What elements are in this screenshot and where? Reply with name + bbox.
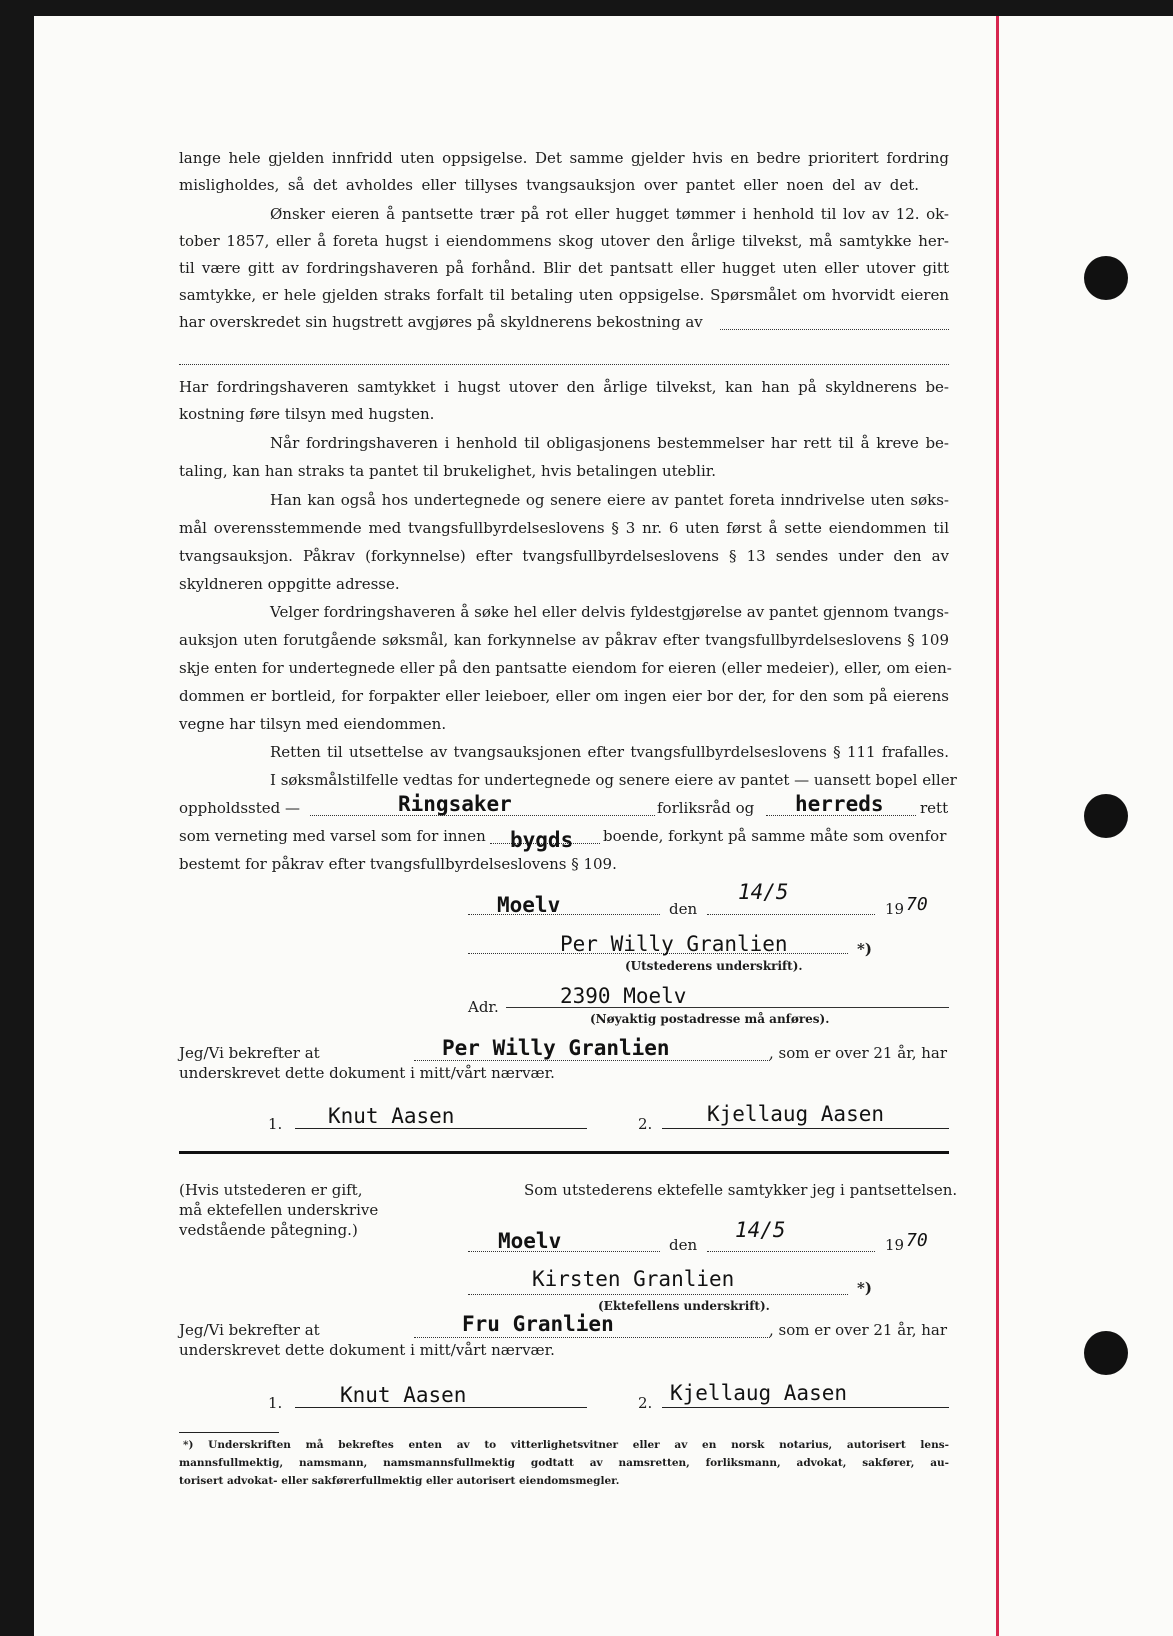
footnote-line: torisert advokat- eller sakførerfullmektig eller autorisert eiendomsmegler. bbox=[179, 1475, 620, 1487]
spouse-note: (Hvis utstederen er gift, bbox=[179, 1181, 363, 1199]
year-prefix: 19 bbox=[885, 900, 905, 918]
footnote-line: mannsfullmektig, namsmann, namsmannsfullmektig godtatt av namsretten, forliksmann, advokat, sakfører, au- bbox=[179, 1457, 949, 1469]
witnessed-name: Fru Granlien bbox=[462, 1312, 614, 1336]
fill-line bbox=[179, 364, 949, 365]
body-line: kostning føre tilsyn med hugsten. bbox=[179, 405, 435, 423]
body-line: vegne har tilsyn med eiendommen. bbox=[179, 715, 447, 733]
handwritten-rett: herreds bbox=[795, 792, 884, 816]
witness-line bbox=[295, 1128, 587, 1129]
confirm-text: , som er over 21 år, har bbox=[769, 1044, 948, 1062]
confirm-text: , som er over 21 år, har bbox=[769, 1321, 948, 1339]
signature-line bbox=[468, 1294, 848, 1295]
handwritten-place: Moelv bbox=[497, 893, 561, 917]
handwritten-innen: bygds bbox=[510, 828, 574, 852]
body-line: Han kan også hos undertegnede og senere eiere av pantet foreta inndrivelse uten søks- bbox=[270, 491, 949, 509]
spouse-note: vedstående påtegning.) bbox=[179, 1221, 358, 1239]
fill-line bbox=[414, 1060, 770, 1061]
body-line: har overskredet sin hugstrett avgjøres på skyldnerens bekostning av bbox=[179, 313, 703, 331]
witness-line bbox=[295, 1407, 587, 1408]
body-line: Ønsker eieren å pantsette trær på rot eller hugget tømmer i henhold til lov av 12. ok- bbox=[270, 205, 949, 223]
witnessed-name: Per Willy Granlien bbox=[442, 1036, 670, 1060]
body-line: skje enten for undertegnede eller på den pantsatte eiendom for eieren (eller medeier), eller, om eien- bbox=[179, 659, 952, 677]
body-line: auksjon uten forutgående søksmål, kan forkynnelse av påkrav efter tvangsfullbyrdelseslovens § 109 bbox=[179, 631, 949, 649]
witness-number: 1. bbox=[268, 1115, 283, 1133]
footnote-line: *) Underskriften må bekreftes enten av to vitterlighetsvitner eller av en norsk notarius, autorisert lens- bbox=[183, 1439, 949, 1451]
issuer-signature: Per Willy Granlien bbox=[560, 932, 788, 956]
spouse-signature: Kirsten Granlien bbox=[532, 1267, 735, 1291]
margin-line bbox=[996, 16, 999, 1636]
body-line: Velger fordringshaveren å søke hel eller delvis fyldestgjørelse av pantet gjennom tvangs- bbox=[270, 603, 949, 621]
fill-line bbox=[468, 1251, 660, 1252]
year-prefix: 19 bbox=[885, 1236, 905, 1254]
section-divider bbox=[179, 1151, 949, 1154]
witness-signature: Kjellaug Aasen bbox=[670, 1381, 848, 1405]
body-line: Retten til utsettelse av tvangsauksjonen efter tvangsfullbyrdelseslovens § 111 frafalles. bbox=[270, 743, 949, 761]
witness-number: 2. bbox=[638, 1394, 653, 1412]
witness-signature: Knut Aasen bbox=[328, 1104, 455, 1128]
den-label: den bbox=[669, 900, 698, 918]
fill-line bbox=[414, 1337, 770, 1338]
fill-line bbox=[707, 1251, 875, 1252]
handwritten-forliksrad: Ringsaker bbox=[398, 792, 512, 816]
body-line: lange hele gjelden innfridd uten oppsigelse. Det samme gjelder hvis en bedre prioritert fordring bbox=[179, 149, 949, 167]
den-label: den bbox=[669, 1236, 698, 1254]
confirm-text: underskrevet dette dokument i mitt/vårt nærvær. bbox=[179, 1064, 555, 1082]
signature-caption: (Ektefellens underskrift). bbox=[598, 1299, 770, 1313]
witness-number: 2. bbox=[638, 1115, 653, 1133]
body-line: oppholdssted — bbox=[179, 799, 300, 817]
body-line: bestemt for påkrav efter tvangsfullbyrdelseslovens § 109. bbox=[179, 855, 617, 873]
fill-line bbox=[707, 914, 875, 915]
body-line: rett bbox=[920, 799, 949, 817]
footnote-marker: *) bbox=[857, 1279, 872, 1297]
body-line: dommen er bortleid, for forpakter eller leieboer, eller om ingen eier bor der, for den som på eierens bbox=[179, 687, 949, 705]
body-line: I søksmålstilfelle vedtas for undertegnede og senere eiere av pantet — uansett bopel eller bbox=[270, 771, 957, 789]
body-line: taling, kan han straks ta pantet til brukelighet, hvis betalingen uteblir. bbox=[179, 462, 717, 480]
witness-line bbox=[662, 1407, 949, 1408]
confirm-text: Jeg/Vi bekrefter at bbox=[179, 1044, 320, 1062]
punch-hole bbox=[1084, 1331, 1128, 1375]
signature-caption: (Utstederens underskrift). bbox=[625, 959, 803, 973]
punch-hole bbox=[1084, 794, 1128, 838]
body-line: til være gitt av fordringshaveren på forhånd. Blir det pantsatt eller hugget uten eller utover gitt bbox=[179, 259, 949, 277]
footnote-rule bbox=[179, 1432, 279, 1433]
fill-line bbox=[720, 329, 949, 330]
handwritten-year: 70 bbox=[906, 1230, 928, 1251]
address-label: Adr. bbox=[468, 998, 499, 1016]
body-line: forliksråd og bbox=[657, 799, 755, 817]
body-line: misligholdes, så det avholdes eller tillyses tvangsauksjon over pantet eller noen del av det. bbox=[179, 176, 919, 194]
witness-number: 1. bbox=[268, 1394, 283, 1412]
address-caption: (Nøyaktig postadresse må anføres). bbox=[590, 1012, 830, 1026]
spouse-note: må ektefellen underskrive bbox=[179, 1201, 379, 1219]
body-line: skyldneren oppgitte adresse. bbox=[179, 575, 400, 593]
confirm-text: underskrevet dette dokument i mitt/vårt nærvær. bbox=[179, 1341, 555, 1359]
body-line: som verneting med varsel som for innen bbox=[179, 827, 486, 845]
handwritten-address: 2390 Moelv bbox=[560, 984, 687, 1008]
body-line: boende, forkynt på samme måte som ovenfor bbox=[603, 827, 947, 845]
handwritten-year: 70 bbox=[906, 894, 928, 915]
body-line: tober 1857, eller å foreta hugst i eiendommens skog utover den årlige tilvekst, må samtykke her- bbox=[179, 232, 949, 250]
witness-line bbox=[662, 1128, 949, 1129]
body-line: mål overensstemmende med tvangsfullbyrdelseslovens § 3 nr. 6 uten først å sette eiendommen til bbox=[179, 519, 949, 537]
witness-signature: Kjellaug Aasen bbox=[707, 1102, 885, 1126]
footnote-marker: *) bbox=[857, 940, 872, 958]
body-line: tvangsauksjon. Påkrav (forkynnelse) efter tvangsfullbyrdelseslovens § 13 sendes under den av bbox=[179, 547, 949, 565]
handwritten-date: 14/5 bbox=[735, 1218, 786, 1242]
witness-signature: Knut Aasen bbox=[340, 1383, 467, 1407]
handwritten-date: 14/5 bbox=[738, 880, 789, 904]
body-line: Når fordringshaveren i henhold til obligasjonens bestemmelser har rett til å kreve be- bbox=[270, 434, 949, 452]
handwritten-place: Moelv bbox=[498, 1229, 562, 1253]
body-line: samtykke, er hele gjelden straks forfalt til betaling uten oppsigelse. Spørsmålet om hvorvidt eieren bbox=[179, 286, 949, 304]
spouse-consent: Som utstederens ektefelle samtykker jeg i pantsettelsen. bbox=[524, 1181, 958, 1199]
body-line: Har fordringshaveren samtykket i hugst utover den årlige tilvekst, kan han på skyldnerens be- bbox=[179, 378, 949, 396]
punch-hole bbox=[1084, 256, 1128, 300]
confirm-text: Jeg/Vi bekrefter at bbox=[179, 1321, 320, 1339]
